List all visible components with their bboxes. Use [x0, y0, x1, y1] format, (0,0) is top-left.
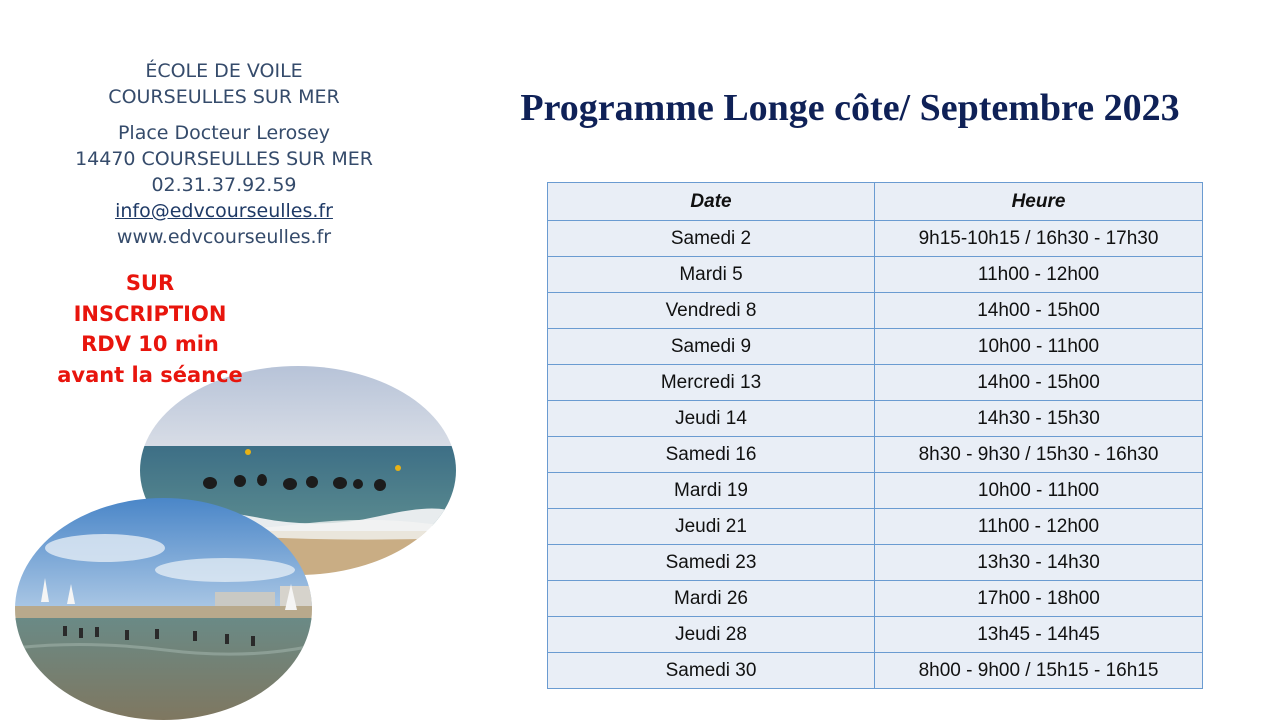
address-line1: Place Docteur Lerosey: [117, 122, 331, 144]
row-date: Mercredi 13: [548, 365, 875, 401]
table-row: [548, 509, 1203, 545]
row-time: 10h00 - 11h00: [875, 473, 1203, 509]
row-time: 13h45 - 14h45: [875, 617, 1203, 653]
row-date: Jeudi 28: [548, 617, 875, 653]
schedule-table: [547, 182, 1203, 689]
website-text: www.edvcourseulles.fr: [116, 226, 332, 248]
table-row: [548, 293, 1203, 329]
row-time: 8h30 - 9h30 / 15h30 - 16h30: [875, 437, 1203, 473]
notice-line2: INSCRIPTION: [73, 301, 227, 326]
row-date: Samedi 16: [548, 437, 875, 473]
notice-line3: RDV 10 min: [81, 332, 219, 356]
row-date: Mardi 5: [548, 257, 875, 293]
row-date: Jeudi 21: [548, 509, 875, 545]
row-date: Vendredi 8: [548, 293, 875, 329]
address-line2: 14470 COURSEULLES SUR MER: [75, 148, 373, 170]
row-time: 9h15-10h15 / 16h30 - 17h30: [875, 221, 1203, 257]
table-row: [548, 653, 1203, 689]
email-link[interactable]: info@edvcourseulles.fr: [115, 200, 333, 222]
table-row: [548, 437, 1203, 473]
row-time: 14h30 - 15h30: [875, 401, 1203, 437]
row-date: Samedi 23: [548, 545, 875, 581]
beach-group-illustration: [15, 498, 312, 720]
row-time: 14h00 - 15h00: [875, 365, 1203, 401]
table-row: [548, 545, 1203, 581]
header-date: Date: [548, 183, 875, 221]
row-time: 10h00 - 11h00: [875, 329, 1203, 365]
contact-block: [40, 58, 408, 250]
row-date: Mardi 19: [548, 473, 875, 509]
row-time: 17h00 - 18h00: [875, 581, 1203, 617]
row-date: Samedi 9: [548, 329, 875, 365]
table-row: [548, 221, 1203, 257]
table-row: [548, 401, 1203, 437]
row-time: 13h30 - 14h30: [875, 545, 1203, 581]
table-row: [548, 617, 1203, 653]
row-time: 11h00 - 12h00: [875, 509, 1203, 545]
row-time: 11h00 - 12h00: [875, 257, 1203, 293]
table-header-row: [548, 183, 1203, 221]
table-row: [548, 581, 1203, 617]
row-time: 8h00 - 9h00 / 15h15 - 16h15: [875, 653, 1203, 689]
photo-beach-group: [15, 498, 312, 720]
row-time: 14h00 - 15h00: [875, 293, 1203, 329]
phone-number: 02.31.37.92.59: [151, 174, 297, 196]
notice-line4: avant la séance: [57, 362, 243, 387]
row-date: Samedi 2: [548, 221, 875, 257]
row-date: Samedi 30: [548, 653, 875, 689]
header-time: Heure: [875, 183, 1203, 221]
school-name: [40, 58, 408, 110]
table-row: [548, 473, 1203, 509]
school-name-line2: COURSEULLES SUR MER: [108, 86, 340, 108]
notice-line1: SUR: [125, 271, 175, 295]
school-name-line1: ÉCOLE DE VOILE: [145, 60, 303, 82]
row-date: Mardi 26: [548, 581, 875, 617]
table-row: [548, 365, 1203, 401]
table-row: [548, 257, 1203, 293]
row-date: Jeudi 14: [548, 401, 875, 437]
table-row: [548, 329, 1203, 365]
registration-notice: [50, 268, 250, 390]
page-title: Programme Longe côte/ Septembre 2023: [520, 87, 1180, 129]
